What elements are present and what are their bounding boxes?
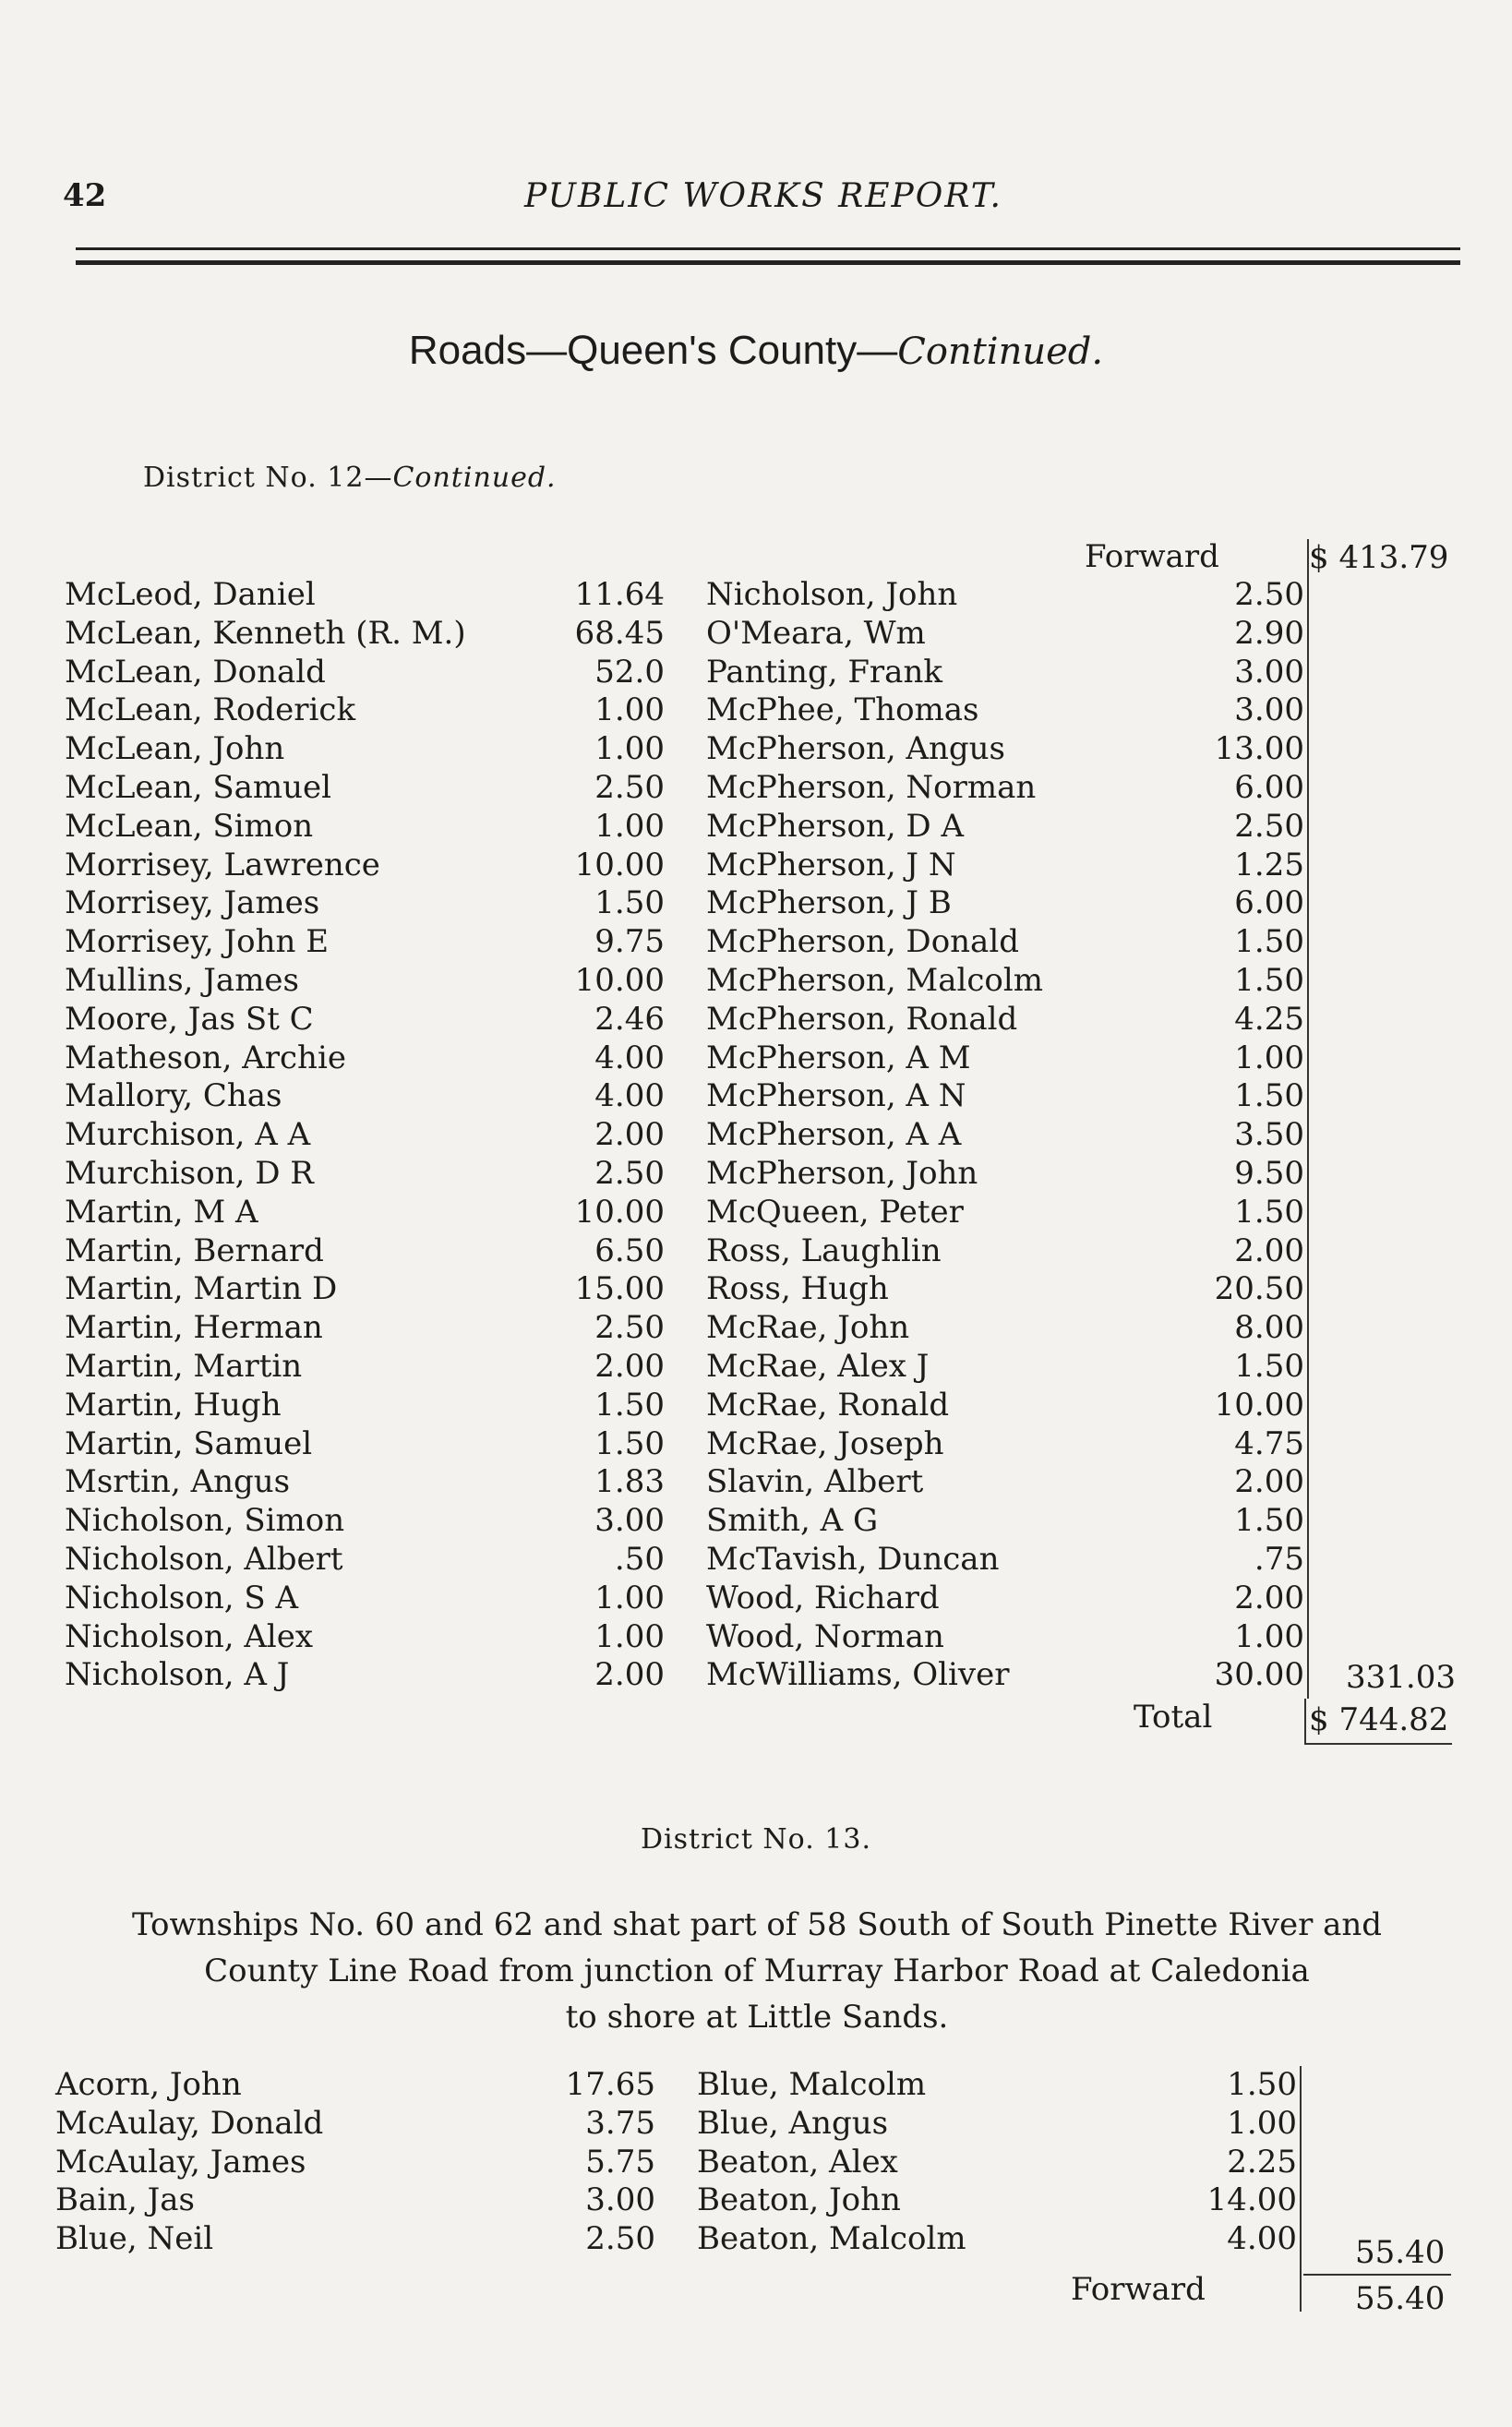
- list-item: [697, 2066, 1297, 2105]
- list-item: [65, 1656, 665, 1695]
- payee-name: McLean, Simon: [65, 807, 314, 845]
- payee-amount: 1.50: [1234, 923, 1304, 961]
- payee-name: Blue, Neil: [55, 2220, 214, 2258]
- forward-label-bottom: Forward: [1071, 2271, 1206, 2308]
- payee-name: Nicholson, John: [706, 576, 958, 613]
- payee-name: O'Meara, Wm: [706, 614, 926, 652]
- list-item: [65, 884, 665, 923]
- list-item: [706, 654, 1304, 692]
- list-item: [65, 1541, 665, 1580]
- list-item: [65, 1232, 665, 1271]
- payee-name: Nicholson, Albert: [65, 1540, 343, 1578]
- list-item: [65, 654, 665, 692]
- district-12-left-column: [65, 576, 665, 1695]
- payee-name: Beaton, John: [697, 2181, 901, 2219]
- payee-amount: 2.50: [594, 1309, 665, 1347]
- payee-name: Martin, Martin: [65, 1347, 303, 1385]
- payee-name: McWilliams, Oliver: [706, 1656, 1010, 1694]
- section-title-continued: Continued.: [897, 330, 1104, 373]
- payee-name: McPherson, John: [706, 1154, 978, 1192]
- payee-name: McPherson, A N: [706, 1077, 966, 1115]
- payee-amount: 20.50: [1214, 1270, 1304, 1308]
- total-rule: [1304, 1699, 1306, 1745]
- list-item: [65, 808, 665, 847]
- district-12-right-column: [706, 576, 1304, 1695]
- district-12-heading-text: District No. 12—: [143, 462, 393, 494]
- list-item: [706, 808, 1304, 847]
- list-item: [65, 1502, 665, 1541]
- list-item: [55, 2066, 655, 2105]
- payee-amount: 2.00: [594, 1656, 665, 1694]
- list-item: [706, 1155, 1304, 1194]
- header-rule-thick: [76, 260, 1460, 265]
- payee-name: McPhee, Thomas: [706, 691, 979, 729]
- payee-name: McQueen, Peter: [706, 1193, 964, 1231]
- section-title-main: Roads—Queen's County—: [408, 328, 898, 373]
- payee-name: Slavin, Albert: [706, 1463, 924, 1501]
- forward-rule-bottom: [1300, 2271, 1302, 2312]
- payee-name: Blue, Malcolm: [697, 2066, 927, 2103]
- district-13-right-column: [697, 2066, 1297, 2259]
- payee-name: Morrisey, Lawrence: [65, 846, 380, 883]
- list-item: [65, 1270, 665, 1309]
- list-item: [65, 1425, 665, 1464]
- list-item: [55, 2144, 655, 2182]
- payee-amount: 2.50: [1234, 807, 1304, 845]
- forward-label-top: Forward: [1085, 538, 1219, 575]
- list-item: [706, 1001, 1304, 1039]
- list-item: [706, 1580, 1304, 1618]
- list-item: [706, 1425, 1304, 1464]
- list-item: [55, 2181, 655, 2220]
- payee-name: McTavish, Duncan: [706, 1540, 1000, 1578]
- payee-amount: 2.00: [1234, 1463, 1304, 1501]
- payee-name: Blue, Angus: [697, 2104, 889, 2142]
- list-item: [65, 615, 665, 654]
- payee-amount: 1.50: [594, 1386, 665, 1424]
- payee-amount: 9.75: [594, 923, 665, 961]
- payee-amount: 2.00: [1234, 1232, 1304, 1269]
- payee-amount: 1.50: [1234, 1502, 1304, 1540]
- payee-name: Nicholson, S A: [65, 1579, 298, 1616]
- payee-amount: 6.50: [594, 1232, 665, 1269]
- payee-amount: 5.75: [585, 2143, 655, 2181]
- list-item: [65, 769, 665, 808]
- district-13-subtotal-rule: [1303, 2274, 1451, 2276]
- payee-amount: 2.46: [594, 1000, 665, 1038]
- payee-name: Matheson, Archie: [65, 1039, 346, 1076]
- payee-name: McRae, Ronald: [706, 1386, 950, 1424]
- payee-amount: 1.50: [1234, 1347, 1304, 1385]
- payee-amount: 1.00: [594, 730, 665, 768]
- payee-amount: 8.00: [1234, 1309, 1304, 1347]
- payee-name: Ross, Laughlin: [706, 1232, 942, 1269]
- page-header: [63, 177, 1464, 233]
- payee-name: Ross, Hugh: [706, 1270, 889, 1308]
- payee-amount: 10.00: [574, 1193, 665, 1231]
- list-item: [65, 923, 665, 962]
- list-item: [706, 1656, 1304, 1695]
- list-item: [706, 884, 1304, 923]
- payee-name: McRae, Joseph: [706, 1424, 944, 1462]
- forward-amount-top: $ 413.79: [1309, 539, 1449, 576]
- payee-name: Martin, M A: [65, 1193, 258, 1231]
- payee-name: McAulay, Donald: [55, 2104, 324, 2142]
- payee-amount: 3.00: [585, 2181, 655, 2219]
- list-item: [706, 1039, 1304, 1078]
- payee-amount: 52.0: [594, 653, 665, 691]
- district-12-heading-continued: Continued.: [392, 462, 557, 494]
- payee-name: McLean, Roderick: [65, 691, 356, 729]
- payee-amount: 1.50: [1227, 2066, 1297, 2103]
- payee-amount: .75: [1254, 1540, 1304, 1578]
- payee-name: Beaton, Malcolm: [697, 2220, 966, 2258]
- list-item: [65, 1580, 665, 1618]
- payee-name: McPherson, A A: [706, 1116, 962, 1154]
- payee-name: Martin, Martin D: [65, 1270, 338, 1308]
- payee-amount: 1.50: [594, 1424, 665, 1462]
- payee-name: McRae, John: [706, 1309, 910, 1347]
- payee-name: Morrisey, John E: [65, 923, 330, 961]
- payee-amount: 9.50: [1234, 1154, 1304, 1192]
- list-item: [55, 2220, 655, 2259]
- payee-name: McLean, Samuel: [65, 768, 332, 806]
- list-item: [697, 2105, 1297, 2144]
- payee-amount: 1.00: [1234, 1039, 1304, 1076]
- payee-name: Martin, Herman: [65, 1309, 323, 1347]
- list-item: [706, 576, 1304, 615]
- payee-name: Murchison, D R: [65, 1154, 314, 1192]
- list-item: [706, 1232, 1304, 1271]
- payee-amount: 2.90: [1234, 614, 1304, 652]
- list-item: [706, 1618, 1304, 1657]
- list-item: [706, 1541, 1304, 1580]
- list-item: [706, 691, 1304, 730]
- description-line-3: to shore at Little Sands.: [565, 1999, 949, 2036]
- payee-name: McPherson, J B: [706, 884, 952, 922]
- payee-amount: .50: [614, 1540, 665, 1578]
- list-item: [706, 730, 1304, 769]
- payee-amount: 4.25: [1234, 1000, 1304, 1038]
- payee-name: McPherson, Malcolm: [706, 961, 1044, 999]
- payee-name: Nicholson, A J: [65, 1656, 290, 1694]
- list-item: [706, 1348, 1304, 1387]
- list-item: [706, 1194, 1304, 1232]
- payee-amount: 1.50: [594, 884, 665, 922]
- list-item: [706, 1309, 1304, 1348]
- payee-amount: 1.50: [1234, 1077, 1304, 1115]
- description-line-2: County Line Road from junction of Murray Harbor Road at Caledonia: [204, 1952, 1310, 1989]
- forward-amount-bottom: 55.40: [1355, 2280, 1446, 2317]
- list-item: [65, 1039, 665, 1078]
- payee-name: Nicholson, Simon: [65, 1502, 345, 1540]
- list-item: [706, 615, 1304, 654]
- payee-name: Martin, Samuel: [65, 1424, 313, 1462]
- payee-name: Nicholson, Alex: [65, 1617, 314, 1655]
- payee-name: McPherson, Angus: [706, 730, 1005, 768]
- list-item: [65, 691, 665, 730]
- column-rule-d13-right: [1300, 2066, 1302, 2271]
- payee-amount: 3.00: [1234, 653, 1304, 691]
- list-item: [697, 2144, 1297, 2182]
- payee-amount: 1.00: [594, 1579, 665, 1616]
- payee-amount: 2.25: [1227, 2143, 1297, 2181]
- list-item: [65, 847, 665, 885]
- list-item: [65, 1001, 665, 1039]
- payee-amount: 1.00: [594, 1617, 665, 1655]
- payee-name: McLean, John: [65, 730, 285, 768]
- list-item: [706, 962, 1304, 1001]
- payee-amount: 1.50: [1234, 1193, 1304, 1231]
- payee-amount: 10.00: [574, 846, 665, 883]
- payee-amount: 1.00: [1234, 1617, 1304, 1655]
- payee-amount: 2.00: [1234, 1579, 1304, 1616]
- payee-name: McPherson, A M: [706, 1039, 971, 1076]
- list-item: [65, 730, 665, 769]
- payee-amount: 17.65: [565, 2066, 655, 2103]
- payee-amount: 4.00: [1227, 2220, 1297, 2258]
- payee-amount: 30.00: [1214, 1656, 1304, 1694]
- payee-amount: 1.00: [1227, 2104, 1297, 2142]
- payee-amount: 3.75: [585, 2104, 655, 2142]
- payee-amount: 2.50: [585, 2220, 655, 2258]
- payee-name: Mallory, Chas: [65, 1077, 282, 1115]
- payee-amount: 13.00: [1214, 730, 1304, 768]
- payee-name: Panting, Frank: [706, 653, 942, 691]
- payee-name: Moore, Jas St C: [65, 1000, 314, 1038]
- payee-amount: 68.45: [574, 614, 665, 652]
- description-line-1: Townships No. 60 and 62 and shat part of 58 South of South Pinette River and: [131, 1906, 1383, 1943]
- district-13-description: [55, 1902, 1458, 2040]
- payee-name: McPherson, J N: [706, 846, 956, 883]
- total-amount: $ 744.82: [1309, 1701, 1449, 1738]
- list-item: [65, 1309, 665, 1348]
- payee-name: Msrtin, Angus: [65, 1463, 291, 1501]
- total-label: Total: [1134, 1699, 1213, 1736]
- list-item: [706, 1463, 1304, 1502]
- list-item: [697, 2220, 1297, 2259]
- list-item: [65, 962, 665, 1001]
- list-item: [65, 1348, 665, 1387]
- list-item: [65, 1194, 665, 1232]
- payee-amount: 2.50: [594, 1154, 665, 1192]
- total-underline: [1304, 1743, 1452, 1745]
- payee-name: McRae, Alex J: [706, 1347, 930, 1385]
- payee-name: Wood, Norman: [706, 1617, 944, 1655]
- list-item: [706, 847, 1304, 885]
- payee-amount: 15.00: [574, 1270, 665, 1308]
- list-item: [55, 2105, 655, 2144]
- payee-amount: 11.64: [574, 576, 665, 613]
- list-item: [65, 1155, 665, 1194]
- payee-amount: 4.00: [594, 1039, 665, 1076]
- payee-amount: 4.75: [1234, 1424, 1304, 1462]
- list-item: [706, 769, 1304, 808]
- payee-amount: 2.00: [594, 1347, 665, 1385]
- payee-amount: 6.00: [1234, 884, 1304, 922]
- payee-name: Smith, A G: [706, 1502, 879, 1540]
- payee-name: Martin, Hugh: [65, 1386, 282, 1424]
- header-rule-thin: [76, 247, 1460, 250]
- column-rule-d12-right: [1307, 539, 1309, 1699]
- list-item: [65, 576, 665, 615]
- running-title: PUBLIC WORKS REPORT.: [524, 177, 1002, 215]
- payee-name: McAulay, James: [55, 2143, 306, 2181]
- payee-name: McPherson, Donald: [706, 923, 1019, 961]
- list-item: [706, 923, 1304, 962]
- payee-name: Acorn, John: [55, 2066, 242, 2103]
- district-13-left-column: [55, 2066, 655, 2259]
- page-number: 42: [63, 177, 107, 214]
- payee-name: McPherson, D A: [706, 807, 965, 845]
- payee-name: Beaton, Alex: [697, 2143, 898, 2181]
- district-13-subtotal: 55.40: [1355, 2234, 1446, 2271]
- payee-name: McLean, Kenneth (R. M.): [65, 614, 466, 652]
- payee-amount: 2.50: [1234, 576, 1304, 613]
- list-item: [65, 1116, 665, 1155]
- list-item: [65, 1618, 665, 1657]
- list-item: [706, 1077, 1304, 1116]
- district-12-heading: [143, 462, 557, 494]
- payee-name: McLeod, Daniel: [65, 576, 316, 613]
- payee-name: Wood, Richard: [706, 1579, 940, 1616]
- payee-amount: 4.00: [594, 1077, 665, 1115]
- district-13-heading: District No. 13.: [641, 1823, 871, 1856]
- list-item: [706, 1270, 1304, 1309]
- payee-name: Bain, Jas: [55, 2181, 195, 2219]
- payee-amount: 3.00: [594, 1502, 665, 1540]
- payee-amount: 10.00: [574, 961, 665, 999]
- payee-amount: 3.00: [1234, 691, 1304, 729]
- payee-amount: 2.50: [594, 768, 665, 806]
- list-item: [706, 1502, 1304, 1541]
- payee-name: Martin, Bernard: [65, 1232, 324, 1269]
- payee-amount: 1.83: [594, 1463, 665, 1501]
- payee-amount: 10.00: [1214, 1386, 1304, 1424]
- payee-name: McLean, Donald: [65, 653, 326, 691]
- list-item: [65, 1463, 665, 1502]
- payee-amount: 3.50: [1234, 1116, 1304, 1154]
- payee-amount: 1.25: [1234, 846, 1304, 883]
- payee-amount: 2.00: [594, 1116, 665, 1154]
- payee-amount: 1.00: [594, 807, 665, 845]
- payee-name: Morrisey, James: [65, 884, 320, 922]
- list-item: [65, 1387, 665, 1425]
- payee-name: McPherson, Ronald: [706, 1000, 1018, 1038]
- payee-name: Mullins, James: [65, 961, 300, 999]
- payee-amount: 1.00: [594, 691, 665, 729]
- section-title: [0, 328, 1512, 374]
- payee-amount: 14.00: [1206, 2181, 1297, 2219]
- list-item: [706, 1116, 1304, 1155]
- payee-amount: 6.00: [1234, 768, 1304, 806]
- payee-name: Murchison, A A: [65, 1116, 311, 1154]
- list-item: [65, 1077, 665, 1116]
- list-item: [697, 2181, 1297, 2220]
- list-item: [706, 1387, 1304, 1425]
- payee-name: McPherson, Norman: [706, 768, 1037, 806]
- district-12-subtotal: 331.03: [1346, 1659, 1456, 1696]
- payee-amount: 1.50: [1234, 961, 1304, 999]
